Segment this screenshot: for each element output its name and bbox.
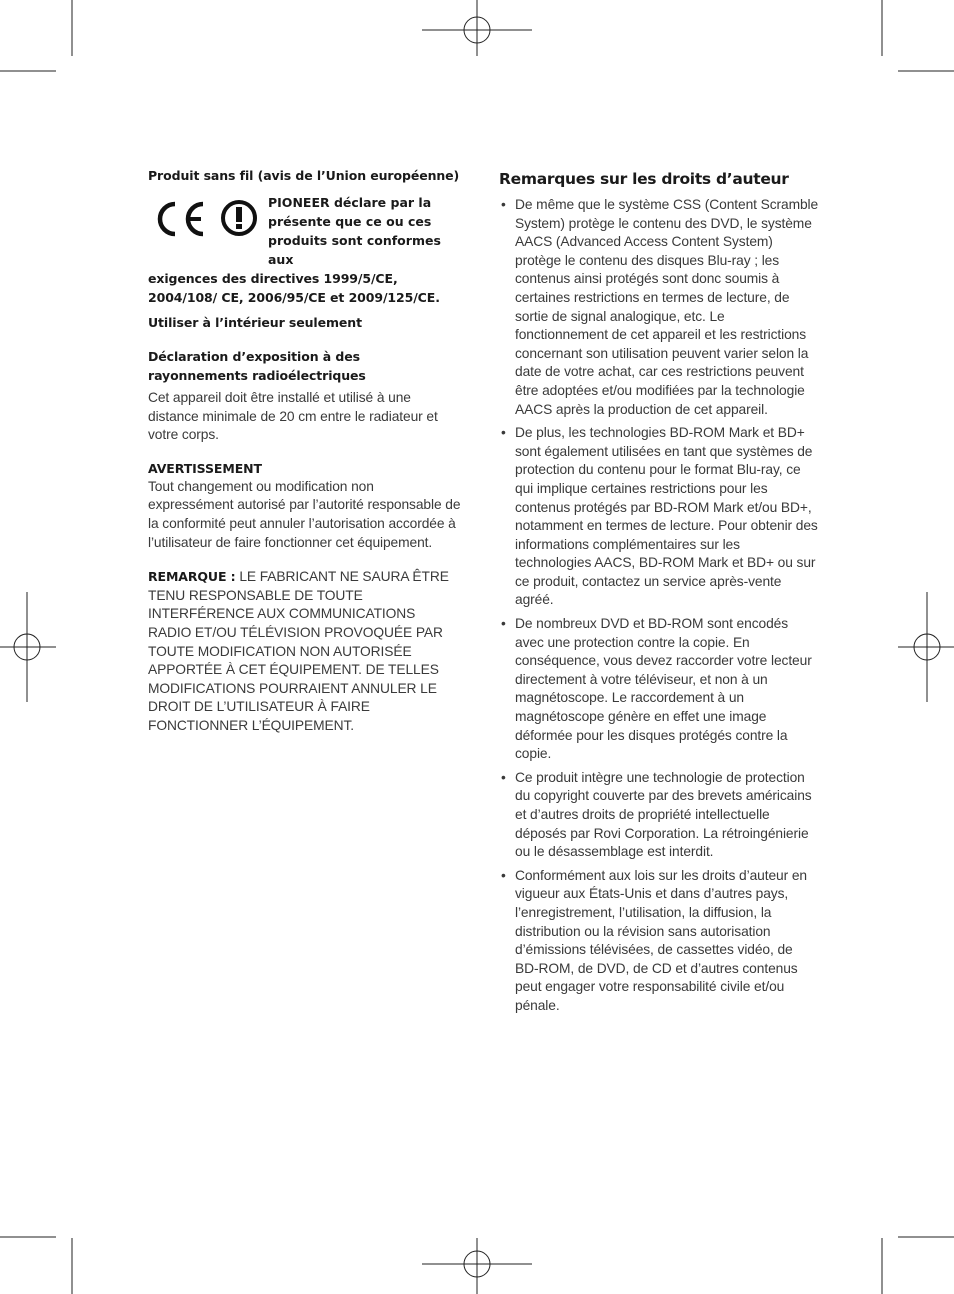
ce-declaration-row <box>148 193 462 269</box>
bullet-icon: • <box>501 769 506 785</box>
copyright-heading: Remarques sur les droits d’auteur <box>499 170 789 188</box>
copyright-bullet-list <box>499 196 819 1016</box>
list-item-text: De même que le système CSS (Content Scramble System) protège le contenu des DVD, le système AACS (Advanced Access Content System) protège le contenu des disques Blu-ray ; les contenus ainsi protégés sont donc soumis à certaines restrictions en termes de lecture, de sortie de signal analogique, etc. Le fonctionnement de cet appareil et les restrictions concernant son utilisation peuvent varier selon la date de votre achat, car ces restrictions peuvent être adoptées et/ou modifiées par la technologie AACS après la production de cet appareil. <box>515 197 819 417</box>
registration-mark-icon <box>898 592 954 702</box>
list-item-text: Ce produit intègre une technologie de protection du copyright couverte par des brevets américains et d’autres droits de propriété intellectuelle déposés par Rovi Corporation. La rétroingénierie ou le désassemblage est interdit. <box>515 769 812 860</box>
list-item <box>499 615 819 764</box>
wireless-heading: Produit sans fil (avis de l’Union européenne) <box>148 168 460 183</box>
bullet-icon: • <box>501 197 506 212</box>
declaration-side-text: PIONEER déclare par la présente que ce ou ces produits sont conformes aux <box>268 195 441 267</box>
list-item <box>499 867 819 1016</box>
warning-heading: AVERTISSEMENT <box>148 460 262 476</box>
remark-label: REMARQUE : <box>148 569 236 585</box>
ce-mark-icon <box>160 204 203 234</box>
list-item <box>499 769 819 862</box>
list-item <box>499 424 819 610</box>
bullet-icon: • <box>501 867 506 883</box>
list-item <box>499 196 819 419</box>
declaration-directives: exigences des directives 1999/5/CE, 2004/108/ CE, 2006/95/CE et 2009/125/CE. <box>148 271 440 305</box>
left-column <box>148 166 462 736</box>
list-item-text: De plus, les technologies BD-ROM Mark et BD+ sont également utilisées en tant que systèmes de protection du contenu pour le format Blu-ray, ce qui implique certaines restrictions pour les contenus protégés par BD-ROM Mark et/ou BD+, notamment en termes de lecture. Pour obtenir des informations complémentaires sur les technologies AACS, BD-ROM Mark et BD+ ou sur ce produit, contactez un service après-vente agréé. <box>515 425 818 608</box>
registration-mark-icon <box>422 1238 532 1294</box>
list-item-text: Conformément aux lois sur les droits d’auteur en vigueur aux États-Unis et dans d’autres pays, l’enregistrement, l’utilisation, la diffusion, la distribution ou la révision sans autorisation d’émissions télévisées, de cassettes vidéo, de BD-ROM, de DVD, de CD et d’autres contenus peut engager votre responsabilité civile et/ou pénale. <box>515 867 807 1013</box>
remark-paragraph <box>148 568 462 735</box>
alert-class2-icon <box>223 202 255 234</box>
remark-text: LE FABRICANT NE SAURA ÊTRE TENU RESPONSABLE DE TOUTE INTERFÉRENCE AUX COMMUNICATIONS RADIO ET/OU TÉLÉVISION PROVOQUÉE PAR TOUTE MODIFICATION NON AUTORISÉE APPORTÉE À CET ÉQUIPEMENT. DE TELLES MODIFICATIONS POURRAIENT ANNULER LE DROIT DE L’UTILISATEUR À FAIRE FONCTIONNER L’ÉQUIPEMENT. <box>148 569 449 733</box>
indoor-only-note: Utiliser à l’intérieur seulement <box>148 315 362 330</box>
bullet-icon: • <box>501 425 506 441</box>
warning-text: Tout changement ou modification non expressément autorisé par l’autorité responsable de la conformité peut annuler l’autorisation accordée à l’utilisateur de faire fonctionner cet équipement. <box>148 478 461 550</box>
ce-logos <box>148 193 268 247</box>
registration-mark-icon <box>422 0 532 56</box>
bullet-icon: • <box>501 616 506 632</box>
registration-mark-icon <box>0 592 56 702</box>
right-column <box>499 168 819 1021</box>
list-item-text: De nombreux DVD et BD-ROM sont encodés avec une protection contre la copie. En conséquence, vous devez raccorder votre lecteur directement à votre téléviseur, et non à un magnétoscope. Le raccordement à un magnétoscope génère en effet une image déformée pour les disques protégés contre la copie. <box>515 616 812 762</box>
exposure-text: Cet appareil doit être installé et utilisé à une distance minimale de 20 cm entre le radiateur et votre corps. <box>148 390 438 443</box>
exposure-heading: Déclaration d’exposition à des rayonnements radioélectriques <box>148 349 366 383</box>
